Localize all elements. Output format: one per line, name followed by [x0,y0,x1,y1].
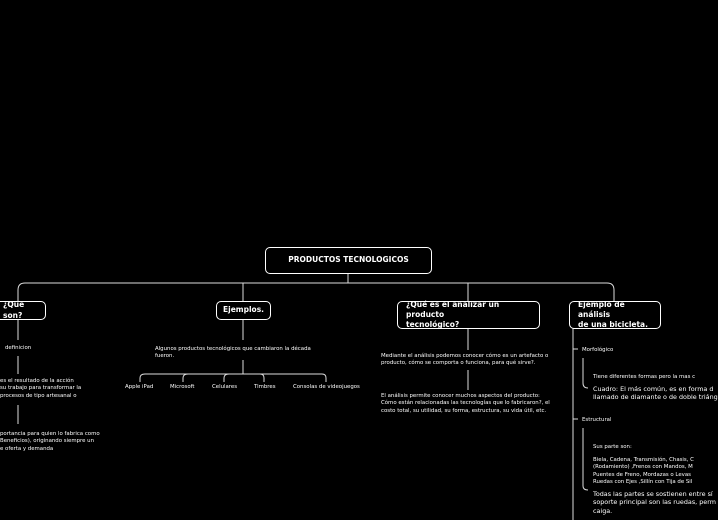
ejemplo-item[interactable]: Celulares [212,384,238,390]
node-label: ¿Qué es el analizar un producto tecnológico? [406,299,500,330]
ejemplo-item[interactable]: Timbres [254,384,276,390]
partes-label: Sus parte son: [593,444,632,450]
partes-text: Biela, Cadena, Transmisión, Chasis, C (Rodamiento) ,Frenos con Mandos, M Puentes de Freno, Mordazas o Levas Ruedas con Ejes ,Sillín con Tija de Sil [593,457,694,485]
ejemplo-item[interactable]: Consolas de videojuegos [293,384,360,390]
node-label: Ejemplos. [223,305,265,315]
morfologico-text: Tiene diferentes formas pero la mas c [593,374,696,380]
node-label: Ejemplo de análisis de una bicicleta. [578,299,648,330]
definicion-label: definicion [5,345,32,351]
root-node[interactable] [265,247,432,274]
importancia-text: portancia para quien lo fabrica como Beneficios), originando siempre un e oferta y demanda [0,431,100,452]
morfologico-label[interactable]: Morfológico [582,347,614,353]
definicion-text: es el resultado de la acción su trabajo para transformar la procesos de tipo artesanal o [0,378,82,399]
ejemplos-intro: Algunos productos tecnológicos que cambiaron la década fueron. [155,346,311,360]
ejemplo-item[interactable]: Microsoft [170,384,195,390]
node-bicicleta[interactable] [569,301,661,329]
analizar-text-2: El análisis permite conocer muchos aspectos del producto: Cómo están relacionadas las tecnologías que lo fabricaron?, el costo total, su utilidad, su forma, estructura, su vida útil, etc. [381,393,550,414]
root-label: PRODUCTOS TECNOLOGICOS [288,255,409,265]
analizar-text-1: Mediante el análisis podemos conocer cómo es un artefacto o producto, cómo se comporta o funciona, para qué sirve?. [381,353,549,367]
node-ejemplos[interactable] [216,301,271,320]
ejemplo-item[interactable]: Apple iPad [125,384,154,390]
node-analizar[interactable] [397,301,540,329]
soporte-text: Todas las partes se sostienen entre sí soporte principal son las ruedas, perm caiga. [593,490,716,515]
estructural-label[interactable]: Estructural [582,417,612,423]
cuadro-text: Cuadro: El más común, es en forma d llamado de diamante o de doble triáng [593,385,718,402]
node-label: ¿Que son? [3,300,25,320]
node-que-son[interactable] [0,301,46,320]
